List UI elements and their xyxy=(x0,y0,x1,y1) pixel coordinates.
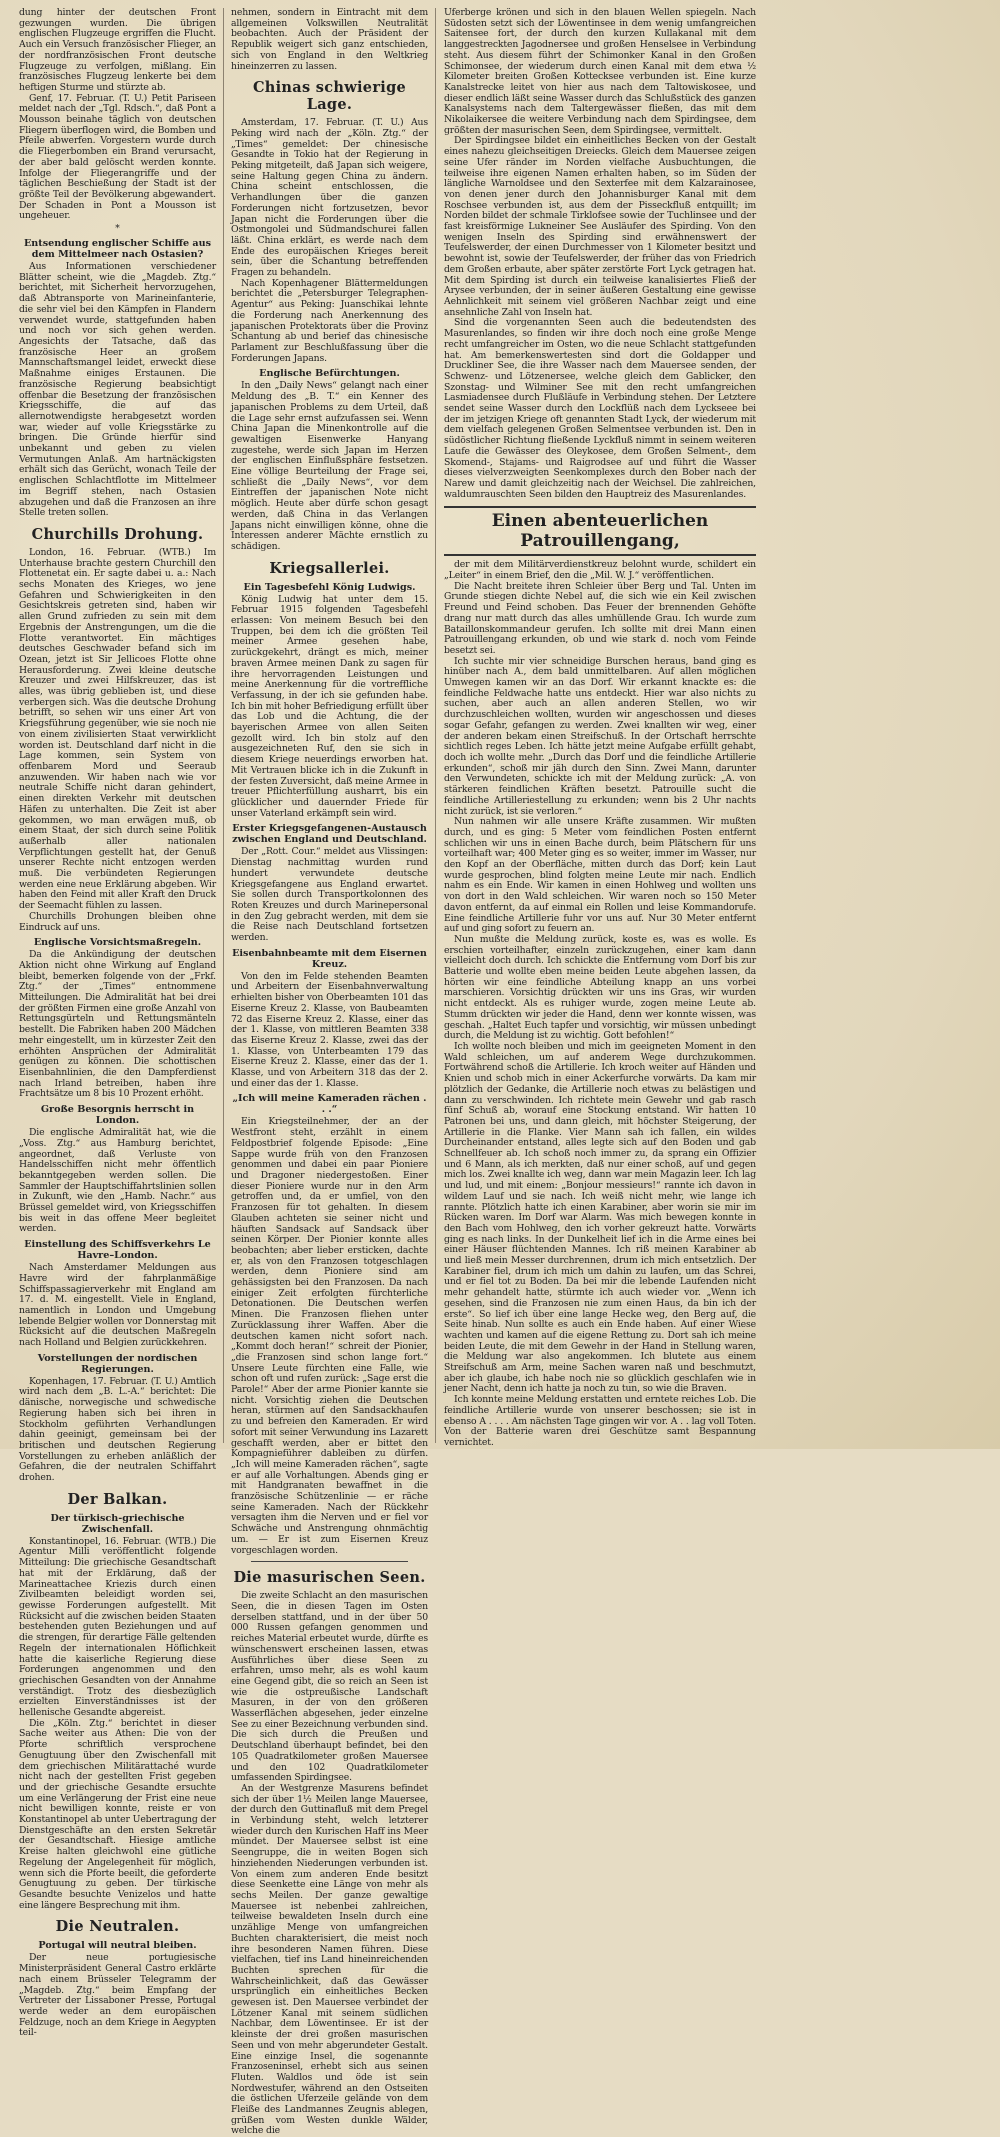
column-1 xyxy=(12,7,224,2039)
article-text: Nach Amsterdamer Meldungen aus Havre wird der fahrplanmäßige Schiffspassagierverkehr mit England am 17. d. M. eingestellt. Viele in England, namentlich in London und Umgebung lebende Belgier wollen vor Donnerstag mit Rücksicht auf die deutschen Maßregeln nach Holland und Belgien zurückkehren. xyxy=(19,1262,216,1349)
article-text: Ich konnte meine Meldung erstatten und erntete reiches Lob. Die feindliche Artillerie wurde von unserer beschossen; sie ist in ebenso A . . . . Am nächsten Tage gingen wir vor. A . . lag voll Toten. Von der Batterie waren drei Geschütze samt Bespannung vernichtet. xyxy=(444,1394,756,1448)
article-text: Nun nahmen wir alle unsere Kräfte zusammen. Wir mußten durch, und es ging: 5 Meter vom feindlichen Posten entfernt schlichen wir uns in einen Bache durch, beim Plätschern für uns vorteilhaft war; 400 Meter ging es so weiter, immer im Wasser, nur den Kopf an der Oberfläche, mitten durch das Dorf; kein Laut wurde gesprochen, blind folgten meine Leute mir nach. Endlich nahm es ein Ende. Wir kamen in einen Hohlweg und wollten uns von dort in den Wald schleichen. Wir waren noch so 150 Meter davon entfernt, da auf einmal ein Rollen und leise Kommandorufe. Eine feindliche Artillerie fuhr vor uns auf. Nur 30 Meter entfernt auf und ging sofort zu feuern an. xyxy=(444,816,756,935)
separator-rule xyxy=(251,1561,408,1562)
section-title: Chinas schwierige Lage. xyxy=(252,79,407,114)
article-text: der mit dem Militärverdienstkreuz belohnt wurde, schildert ein „Leiter“ in einem Brief, den die „Mil. W. J.“ veröffentlichen. xyxy=(444,559,756,582)
article-text: Kopenhagen, 17. Februar. (T. U.) Amtlich wird nach dem „B. L.-A.“ berichtet: Die dänische, norwegische und schwedische Regierung haben sich bei ihren in Stockholm geführten Verhandlungen dahin geeinigt, gemeinsam bei der britischen und deutschen Regierung Vorstellungen zu erheben anläßlich der Gefahren, die der neutralen Schiffahrt drohen. xyxy=(19,1375,216,1484)
section-heading: Englische Vorsichtsmaßregeln. xyxy=(33,937,202,949)
article-text: Uferberge krönen und sich in den blauen Wellen spiegeln. Nach Südosten setzt sich der Löwentinsee in dem wenig umfangreichen Saitensee fort, der durch den kurzen Kullakanal mit dem langgestreckten Jagodnersee und großen Henselsee in Verbindung steht. Aus diesem führt der Schimonker Kanal in den Großen Schimonsee, der wiederum durch einen Kanal mit dem etwa ½ Kilometer breiten Großen Kottecksee verbunden ist. Eine kurze Kanalstrecke leitet von hier aus nach dem Taltowiskosee, und dieser endlich läßt seine Wasser durch das Schlußstück des ganzen Kanalsystems nach dem Taltergewässer fließen, das mit dem Nikolaikersee die weitere Verbindung nach dem Spirdingsee, dem größten der masurischen Seen, dem Spirdingsee, vermittelt. xyxy=(444,7,756,136)
column-2 xyxy=(224,7,436,2137)
section-title: Kriegsallerlei. xyxy=(269,559,390,577)
article-text: Nun mußte die Meldung zurück, koste es, was es wolle. Es erschien vorteilhafter, einzeln zurückzugehen, einer kam dann vielleicht doch durch. Ich schickte die Entfernung vom Dorf bis zur Batterie und wollte eben meine beiden Leute abgehen lassen, da hörten wir eine feindliche Abteilung knapp an uns vorbei marschieren. Vorsichtig drückten wir uns ins Gras, wir wurden nicht entdeckt. Als es ruhiger wurde, zogen meine Leute ab. Stumm drückten wir jeder die Hand, denn wer konnte wissen, was geschah. „Haltet Euch tapfer und vorsichtig, wir müssen unbedingt durch, die Meldung ist zu wichtig. Gott befohlen!“ xyxy=(444,933,756,1042)
article-text: nehmen, sondern in Eintracht mit dem allgemeinen Volkswillen Neutralität beobachten. Auch der Präsident der Republik weigert sich ganz entschieden, sich von England in den Weltkrieg hineinzerren zu lassen. xyxy=(231,7,428,72)
section-heading: Portugal will neutral bleiben. xyxy=(38,1940,197,1952)
article-text: Die zweite Schlacht an den masurischen Seen, die in diesen Tagen im Osten derselben stattfand, und in der über 50 000 Russen gefangen genommen und reiches Material erbeutet wurde, dürfte es wünschenswert erscheinen lassen, etwas Ausführliches über diese Seen zu erfahren, umso mehr, als es wohl kaum eine Gegend gibt, die so reich an Seen ist wie die ostpreußische Landschaft Masuren, in der von den größeren Wasserflächen abgesehen, jeder einzelne See zu einer Bezeichnung verbunden sind. Die sich durch die Preußen und Deutschland überhaupt befindet, bei den 105 Quadratkilometer großen Mauersee und den 102 Quadratkilometer umfassenden Spirdingsee. xyxy=(231,1590,428,1784)
article-text: Die „Köln. Ztg.“ berichtet in dieser Sache weiter aus Athen: Die von der Pforte schriftlich versprochene Genugtuung über den Zwischenfall mit dem griechischen Militärattaché wurde nicht nach der gestellten Frist gegeben und der griechische Gesandte ersuchte um eine Verlängerung der Frist eine neue nicht bewilligen konnte, reiste er von Konstantinopel ab unter Uebertragung der Dienstgeschäfte an den ersten Sekretär der Gesandtschaft. Hiesige amtliche Kreise halten gleichwohl eine gütliche Regelung der Angelegenheit für möglich, wenn sich die Pforte beeilt, die geforderte Genugtuung zu geben. Der türkische Gesandte besuchte Venizelos und hatte eine längere Besprechung mit ihm. xyxy=(19,1717,216,1911)
column-3 xyxy=(436,7,764,1448)
article-text: In den „Daily News“ gelangt nach einer Meldung des „B. T.“ ein Kenner des japanischen Problems zu dem Urteil, daß die Lage sehr ernst aufzufassen sei. Wenn China Japan die Minenkontrolle auf die gewaltigen Eisenwerke Hanyang zugestehe, werde sich Japan im Herzen der englischen Einflußsphäre festsetzen. Eine völlige Beurteilung der Frage sei, schließt die „Daily News“, vor dem Eintreffen der japanischen Note nicht möglich. Heute aber dürfe schon gesagt werden, daß China in das Verlangen Japans nicht einwilligen könne, ohne die Interessen anderer Mächte ernstlich zu schädigen. xyxy=(231,380,428,552)
article-text: Der neue portugiesische Ministerpräsident General Castro erklärte nach einem Brüsseler Telegramm der „Magdeb. Ztg.“ beim Empfang der Vertreter der Lissaboner Presse, Portugal werde weder an dem europäischen Feldzuge, noch an dem Kriege in Aegypten teil- xyxy=(19,1952,216,2039)
article-text: König Ludwig hat unter dem 15. Februar 1915 folgenden Tagesbefehl erlassen: Von meinem Besuch bei den Truppen, bei dem ich die größten Teil meiner Armee gesehen habe, zurückgekehrt, drängt es mich, meiner braven Armee meinen Dank zu sagen für ihre hervorragenden Leistungen und meine Anerkennung für die vortreffliche Verfassung, in der ich sie gefunden habe. Ich bin mit hoher Befriedigung erfüllt über das Lob und die Achtung, die der bayerischen Armee von allen Seiten gezollt wird. Ich bin stolz auf den ausgezeichneten Ruf, den sie sich in diesem Kriege neuerdings erworben hat. Mit Vertrauen blicke ich in die Zukunft in der festen Zuversicht, daß meine Armee in treuer Pflichterfüllung ausharrt, bis ein glücklicher und dauernder Friede für unser Vaterland erkämpft sein wird. xyxy=(231,593,428,819)
article-text: Ein Kriegsteilnehmer, der an der Westfront steht, erzählt in einem Feldpostbrief folgende Episode: „Eine Sappe wurde früh von den Franzosen genommen und dabei ein paar Pioniere und Dragoner niedergestoßen. Einer dieser Pioniere wurde nur in den Arm getroffen und, da er umfiel, von den Franzosen für tot gehalten. In diesem Glauben achteten sie seiner nicht und häuften Sandsack auf Sandsack über seinen Körper. Der Pionier konnte alles beobachten; aber lieber ersticken, dachte er, als von den Franzosen totgeschlagen werden, denn Pioniere sind am gehässigsten bei den Franzosen. Da nach einiger Zeit erfolgten fürchterliche Detonationen. Die Deutschen werfen Minen. Die Franzosen fliehen unter Zurücklassung ihrer Waffen. Aber die deutschen kamen nicht sofort nach. „Kommt doch heran!“ schreit der Pionier, „die Franzosen sind schon lange fort.“ Unsere Leute fürchten eine Falle, wie schon oft und rufen zurück: „Sage erst die Parole!“ Aber der arme Pionier kannte sie nicht. Vorsichtig ziehen die Deutschen heran, stürmen auf den Sandsackhaufen zu und befreien den Kameraden. Er wird sofort mit seiner Verwundung ins Lazarett geschafft werden, aber er bittet den Kompagnieführer dableiben zu dürfen. „Ich will meine Kameraden rächen“, sagte er auf alle Vorhaltungen. Abends ging er mit Handgranaten bewaffnet in die französische Schützenlinie — er räche seine Kameraden. Nach der Rückkehr versagten ihm die Nerven und er fiel vor Schwäche und Anstrengung ohnmächtig um. — Er ist zum Eisernen Kreuz vorgeschlagen worden. xyxy=(231,1116,428,1556)
article-text: Die Nacht breitete ihren Schleier über Berg und Tal. Unten im Grunde stiegen dichte Nebel auf, die sich wie ein Keil zwischen Freund und Feind schoben. Das Feuer der brennenden Gehöfte drang nur matt durch das alles umhüllende Grau. Ich wurde zum Bataillonskommandeur gerufen. Ich sollte mit drei Mann einen Patrouillengang erkunden, ob und wie stark d. noch vom Feinde besetzt sei. xyxy=(444,580,756,656)
section-title: Churchills Drohung. xyxy=(31,525,204,543)
section-heading: Erster Kriegsgefangenen-Austausch zwischen England und Deutschland. xyxy=(232,823,427,846)
article-text: Der „Rott. Cour.“ meldet aus Vlissingen: Dienstag nachmittag wurden rund hundert verwundete deutsche Kriegsgefangene aus England erwartet. Sie sollen durch Transportkolonnen des Roten Kreuzes und durch Marinepersonal in den Zug gebracht werden, mit dem sie die Reise nach Deutschland fortsetzen werden. xyxy=(231,846,428,944)
article-text: Aus Informationen verschiedener Blätter scheint, wie die „Magdeb. Ztg.“ berichtet, mit Sicherheit hervorzugehen, daß Abtransporte von Marineinfanterie, die sehr viel bei den Kämpfen in Flandern verwendet wurde, stattgefunden haben und noch vor sich gehen werden. Angesichts der Tatsache, daß das französische Heer an großem Mannschaftsmangel leidet, erweckt diese Maßnahme einiges Erstaunen. Die französische Regierung beabsichtigt offenbar die Besetzung der französischen Kriegsschiffe, die auf das allernotwendigste herabgesetzt worden war, wieder auf volle Kriegsstärke zu bringen. Die Gründe hierfür sind unbekannt und geben zu vielen Vermutungen Anlaß. Am hartnäckigsten erhält sich das Gerücht, wonach Teile der englischen Schlachtflotte im Mittelmeer im Begriff stehen, nach Ostasien abzugehen und daß die Franzosen an ihre Stelle treten sollen. xyxy=(19,261,216,519)
section-heading: Vorstellungen der nordischen Regierungen. xyxy=(37,1352,198,1375)
article-text: Nach Kopenhagener Blättermeldungen berichtet die „Petersburger Telegraphen-Agentur“ aus Peking: Juanschikai lehnte die Forderung nach Anerkennung des japanischen Protektorats über die Provinz Schantung ab und berief das chinesische Parlament zur Beschlußfassung über die Forderungen Japans. xyxy=(231,277,428,364)
article-text: London, 16. Februar. (WTB.) Im Unterhause brachte gestern Churchill den Flottenetat ein. Er sagte dabei u. a.: Nach sechs Monaten des Krieges, wo jene Gefahren und Schwierigkeiten in den Gesichtskreis getreten sind, haben wir allen Grund zufrieden zu sein mit dem Ergebnis der Anstrengungen, um die die Flotte verantwortet. Ein mächtiges deutsches Geschwader befand sich im Ozean, jetzt ist Sir Jellicoes Flotte ohne Herausforderung. Zwei kleine deutsche Kreuzer und zwei Hilfskreuzer, das ist alles, was übrig geblieben ist, und diese verbergen sich. Was die deutsche Drohung betrifft, so sehen wir uns einer Art von Kriegsführung gegenüber, wie sie noch nie von einem zivilisierten Staat verwirklicht worden ist. Deutschland darf nicht in die Lage kommen, sein System von offenbarem Mord und Seeraub anzuwenden. Wir haben nach wie vor neutrale Schiffe nicht daran gehindert, einen direkten Verkehr mit deutschen Häfen zu unterhalten. Die Zeit ist aber gekommen, wo man erwägen muß, ob einem Staat, der sich durch seine Politik außerhalb aller nationalen Verpflichtungen gestellt hat, der Genuß unserer Rechte nicht entzogen werden muß. Die verbündeten Regierungen werden eine neue Erklärung abgeben. Wir haben den Feind mit aller Kraft den Druck der Seemacht fühlen zu lassen. xyxy=(19,546,216,912)
article-text: Die englische Admiralität hat, wie die „Voss. Ztg.“ aus Hamburg berichtet, angeordnet, daß Verluste von Handelsschiffen nicht mehr öffentlich bekanntgegeben werden sollen. Die Sammler der Hauptschiffahrtslinien sollen in Zukunft, wie den „Hamb. Nachr.“ aus Brüssel gemeldet wird, von Kriegsschiffen bis weit in das offene Meer begleitet werden. xyxy=(19,1127,216,1235)
section-heading: Große Besorgnis herrscht in London. xyxy=(40,1104,195,1127)
article-text: Konstantinopel, 16. Februar. (WTB.) Die Agentur Milli veröffentlicht folgende Mitteilung: Die griechische Gesandtschaft hat mit der Erklärung, daß der Marineattachee Kriezis durch einen Zivilbeamten beleidigt worden sei, gewisse Forderungen aufgestellt. Mit Rücksicht auf die zwischen beiden Staaten bestehenden guten Beziehungen und auf die strengen, für derartige Fälle geltenden Regeln der internationalen Höflichkeit hatte die kaiserliche Regierung diese Forderungen angenommen und den griechischen Gesandten von der Annahme verständigt. Trotz des diesbezüglich erzielten Einverständnisses ist der hellenische Gesandte abgereist. xyxy=(19,1535,216,1719)
article-text: Genf, 17. Februar. (T. U.) Petit Pariseen meldet nach der „Tgl. Rdsch.“, daß Pont a Mousson beinahe täglich von deutschen Fliegern überflogen wird, die Bomben und Pfeile abwerfen. Vorgestern wurde durch die Fliegerbomben ein Brand verursacht, der aber bald gelöscht werden konnte. Infolge der Fliegerangriffe und der täglichen Beschießung der Stadt ist der größte Teil der Bevölkerung abgewandert. Der Schaden in Pont a Mousson ist ungeheuer. xyxy=(19,92,216,222)
article-text: Da die Ankündigung der deutschen Aktion nicht ohne Wirkung auf England bleibt, bemerken folgende von der „Frkf. Ztg.“ der „Times“ entnommene Mitteilungen. Die Admiralität hat bei drei der größten Firmen eine große Anzahl von Rettungsgürteln und Rettungsmänteln bestellt. Die Fabriken haben 200 Mädchen mehr eingestellt, um in kürzester Zeit den erhöhten Ansprüchen der Admiralität genügen zu können. Die schottischen Eisenbahnlinien, die den Dampferdienst nach Irland betreiben, haben ihre Frachtsätze um 8 bis 10 Prozent erhöht. xyxy=(19,949,216,1100)
section-heading: Ein Tagesbefehl König Ludwigs. xyxy=(243,581,416,593)
section-heading: Eisenbahnbeamte mit dem Eisernen Kreuz. xyxy=(232,947,427,970)
article-text: Churchills Drohungen bleiben ohne Eindruck auf uns. xyxy=(19,910,216,933)
article-text: Der Spirdingsee bildet ein einheitliches Becken von der Gestalt eines nahezu gleichseitigen Dreiecks. Gleich dem Mauersee zeigen seine Ufer ränder im Norden vielfache Ausbuchtungen, die teilweise ihre eigenen Namen erhalten haben, so im Süden der längliche Warnoldsee und den Sexterfee mit dem Kalzarainosee, von denen jener durch den Johannisburger Kanal mit dem Roschsee verbunden ist, aus dem der Pisseckfluß entquillt; im Norden bildet der schmale Tirklofsee sowie der Tuchlinsee und der fast kreisförmige Lukneiner See Ausläufer des Spirding. Von den wenigen Inseln des Spirding sind erwähnenswert der Teufelswerder, der einen Durchmesser von 1 Kilometer besitzt und bewohnt ist, sowie der Teufelswerder, der früher das von Friedrich dem Großen erbaute, aber später zerstörte Fort Lyck getragen hat. Mit dem Spirding ist durch ein teilweise kanalisiertes Fließ der Arysee verbunden, der in seiner äußeren Gestaltung eine gewisse Aehnlichkeit mit seinem viel größeren Nachbar zeigt und eine ansehnliche Zahl von Inseln hat. xyxy=(444,135,756,318)
section-heading: Einstellung des Schiffsverkehrs Le Havre–London. xyxy=(24,1239,211,1262)
section-heading: Englische Befürchtungen. xyxy=(259,368,400,380)
article-text: Sind die vorgenannten Seen auch die bedeutendsten des Masurenlandes, so finden wir ihre doch noch eine große Menge recht umfangreicher im Osten, wo die neue Schlacht stattgefunden hat. Am bemerkenswertesten sind dort die Goldapper und Druckliner See, die ihre Wasser nach dem Mauersee senden, der Schwenz- und Lötzenersee, welche gleich dem Gablicker, den Szonstag- und Wilminer See mit den recht umfangreichen Lasmiadensee durch Flußläufe in Verbindung stehen. Der Letztere sendet seine Wasser durch den Lockflüß nach dem Lyckseee bei der im jetzigen Kriege oft genannten Stadt Lyck, der wiederum mit dem vielfach gelegenen Großen Selmentsee verbunden ist. Den in südöstlicher Richtung fließende Lyckfluß nimmt in seinem weiteren Laufe die Gewässer des Oleykosee, dem Großen Selment-, dem Skomend-, Stajams- und Raigrodsee auf und führt die Wasser dieses vielverzweigten Seenkomplexes durch den Bober nach der Narew und damit gleichzeitig nach der Weichsel. Die zahlreichen, waldumrauschten Seen bilden den Hauptreiz des Masurenlandes. xyxy=(444,317,756,500)
section-title: Die Neutralen. xyxy=(55,1918,180,1936)
article-text: dung hinter der deutschen Front gezwungen wurden. Die übrigen englischen Flugzeuge ergriffen die Flucht. Auch ein Versuch französischer Flieger, an der nordfranzösischen Front deutsche Flugzeuge zu verfolgen, mißlang. Ein französisches Flugzeug lenkerte bei dem heftigen Sturme und stürzte ab. xyxy=(19,7,216,93)
section-title: Die masurischen Seen. xyxy=(233,1569,426,1587)
article-text: Von den im Felde stehenden Beamten und Arbeitern der Eisenbahnverwaltung erhielten bisher von Oberbeamten 101 das Eiserne Kreuz 2. Klasse, von Baubeamten 72 das Eiserne Kreuz 2. Klasse, einer das der 1. Klasse, von mittleren Beamten 338 das Eiserne Kreuz 2. Klasse, zwei das der 1. Klasse, von Unterbeamten 179 das Eiserne Kreuz 2. Klasse, einer das der 1. Klasse, und von Arbeitern 318 das der 2. und einer das der 1. Klasse. xyxy=(231,970,428,1089)
article-text: Ich wollte noch bleiben und mich im geeigneten Moment in den Wald schleichen, um auf anderem Wege durchzukommen. Fortwährend schoß die Artillerie. Ich kroch weiter auf Händen und Knien und schob mich in einer Ackerfurche vorwärts. Da kam mir plötzlich der Gedanke, die Artillerie noch etwas zu belästigen und dann zu verschwinden. Ich richtete mein Gewehr und gab rasch fünf Schuß ab, worauf eine Stockung entstand. Wir hatten 10 Patronen bei uns, und dann gleich, mit höchster Steigerung, der Artillerie in die Flanke. Vier Mann sah ich fallen, ein wildes Durcheinander entstand, alles legte sich auf den Boden und gab Schnellfeuer ab. Ich schoß noch immer zu, da sprang ein Offizier und 6 Mann, als ich merkten, daß nur einer schoß, auf und gegen mich los. Zwei knallte ich weg, dann war mein Magazin leer. Ich lag und lud, und mit einem: „Bonjour messieurs!“ rannte ich davon in wildem Lauf und sie nach. Ich weiß nicht mehr, wie lange ich rannte. Plötzlich hatte ich einen Karabiner, aber worin sie mir im Rücken waren. Im Dorf war Alarm. Was mich bewegen konnte in den Bach vom Hohlweg, den ich vorher gekreuzt hatte. Vorwärts ging es nach links. In der Dunkelheit lief ich in die Arme eines bei einer Häuser flüchtenden Mannes. Ich riß meinen Karabiner ab und ließ mein Messer durchrennen, drum ich mich entsetzlich. Der Karabiner fiel, drum ich mich um dahin zu laufen, um das Schrei, und er fiel tot zu Boden. Da bei mir die lebende Laufenden nicht mehr gehandelt hatte, stürmte ich auch wieder vor. „Wenn ich gesehen, sind die Franzosen nie zum einen Haus, da bin ich der erste“. So lief ich über eine lange Hecke weg, den Berg auf, die Seite hinab. Nun sollte es auch ein Ende haben. Auf einer Wiese wachten und kamen auf die eigene Rettung zu. Dort sah ich meine beiden Leute, die mit dem Gewehr in der Hand in Stellung waren, die Meldung war also angekommen. Ich blutete aus einem Streifschuß am Arm, meine Sachen waren naß und beschmutzt, aber ich glaube, ich habe noch nie so glücklich geschlafen wie in jener Nacht, denn ich hatte ja noch zu tun, so wie die Braven. xyxy=(444,1040,756,1395)
section-title: Der Balkan. xyxy=(67,1490,168,1508)
article-text: Ich suchte mir vier schneidige Burschen heraus, band ging es hinüber nach A., dem bald unmittelbaren. Auf allen möglichen Umwegen kamen wir an das Dorf. Wir erkannt knackte es: die feindliche Feldwache hatte uns entdeckt. Hier war also nichts zu suchen, aber auch an allen anderen Stellen, wo wir durchzuschleichen wollten, wurden wir angeschossen und dieses sogar Gefahr, gefangen zu werden. Zwei knallten wir weg, einer der anderen bekam einen Streifschuß. In der Ortschaft herrschte sichtlich reges Leben. Ich hätte jetzt meine Aufgabe erfüllt gehabt, doch ich wollte mehr. „Durch das Dorf und die feindliche Artillerie erkunden“, schoß mir jäh durch den Sinn. Zwei Mann, darunter den Verwundeten, schickte ich mit der Meldung zurück: „A. von stärkeren feindlichen Kräften besetzt. Patrouille sucht die feindliche Artilleriestellung zu erkunden; wenn bis 2 Uhr nachts nicht zurück, ist sie verloren.“ xyxy=(444,655,756,817)
section-heading: „Ich will meine Kameraden rächen . . .“ xyxy=(232,1093,427,1116)
section-title: Einen abenteuerlichen Patrouillengang, xyxy=(444,506,756,556)
separator-star: * xyxy=(115,224,120,235)
article-text: Amsterdam, 17. Februar. (T. U.) Aus Peking wird nach der „Köln. Ztg.“ der „Times“ gemeldet: Der chinesische Gesandte in Tokio hat der Regierung in Peking mitgeteilt, daß Japan sich weigere, seine Haltung gegen China zu ändern. China scheint entschlossen, die Verhandlungen über die ganzen Forderungen nicht fortzusetzen, bevor Japan nicht die Forderungen über die Ostmongolei und Südmandschurei fallen läßt. China erklärt, es werde nach dem Ende des europäischen Krieges bereit sein, über die Schantung betreffenden Fragen zu behandeln. xyxy=(231,117,428,279)
article-text: An der Westgrenze Masurens befindet sich der über 1½ Meilen lange Mauersee, der durch den Guttinafluß mit dem Pregel in Verbindung steht, welch letzterer wieder durch den Kurischen Haff ins Meer mündet. Der Mauersee selbst ist eine Seengruppe, die in weiten Bogen sich hinziehenden Niederungen verbunden ist. Von einem zum anderen Ende besitzt diese Seenkette eine Länge von mehr als sechs Meilen. Der ganze gewaltige Mauersee ist nebenbei zahlreichen, teilweise bewaldeten Inseln durch eine unzählige Menge von umfangreichen Buchten charakterisiert, die meist noch ihre besonderen Namen führen. Diese vielfachen, tief ins Land hineinreichenden Buchten sprechen für die Wahrscheinlichkeit, daß das Gewässer ursprünglich ein einheitliches Becken gewesen ist. Den Mauersee verbindet der Lötzener Kanal mit seinem südlichen Nachbar, dem Löwentinsee. Er ist der kleinste der drei großen masurischen Seen und von mehr abgerundeter Gestalt. Eine einzige Insel, die sogenannte Franzoseninsel, erhebt sich aus seinen Fluten. Waldlos und öde ist sein Nordwestufer, während an den Ostseiten die östlichen Uferzeile gelände von dem Fleiße des Landmannes Zeugnis ablegen, grüßen vom Westen dunkle Wälder, welche die xyxy=(231,1782,428,2137)
section-heading: Entsendung englischer Schiffe aus dem Mittelmeer nach Ostasien? xyxy=(24,238,211,261)
section-heading: Der türkisch-griechische Zwischenfall. xyxy=(50,1512,185,1535)
